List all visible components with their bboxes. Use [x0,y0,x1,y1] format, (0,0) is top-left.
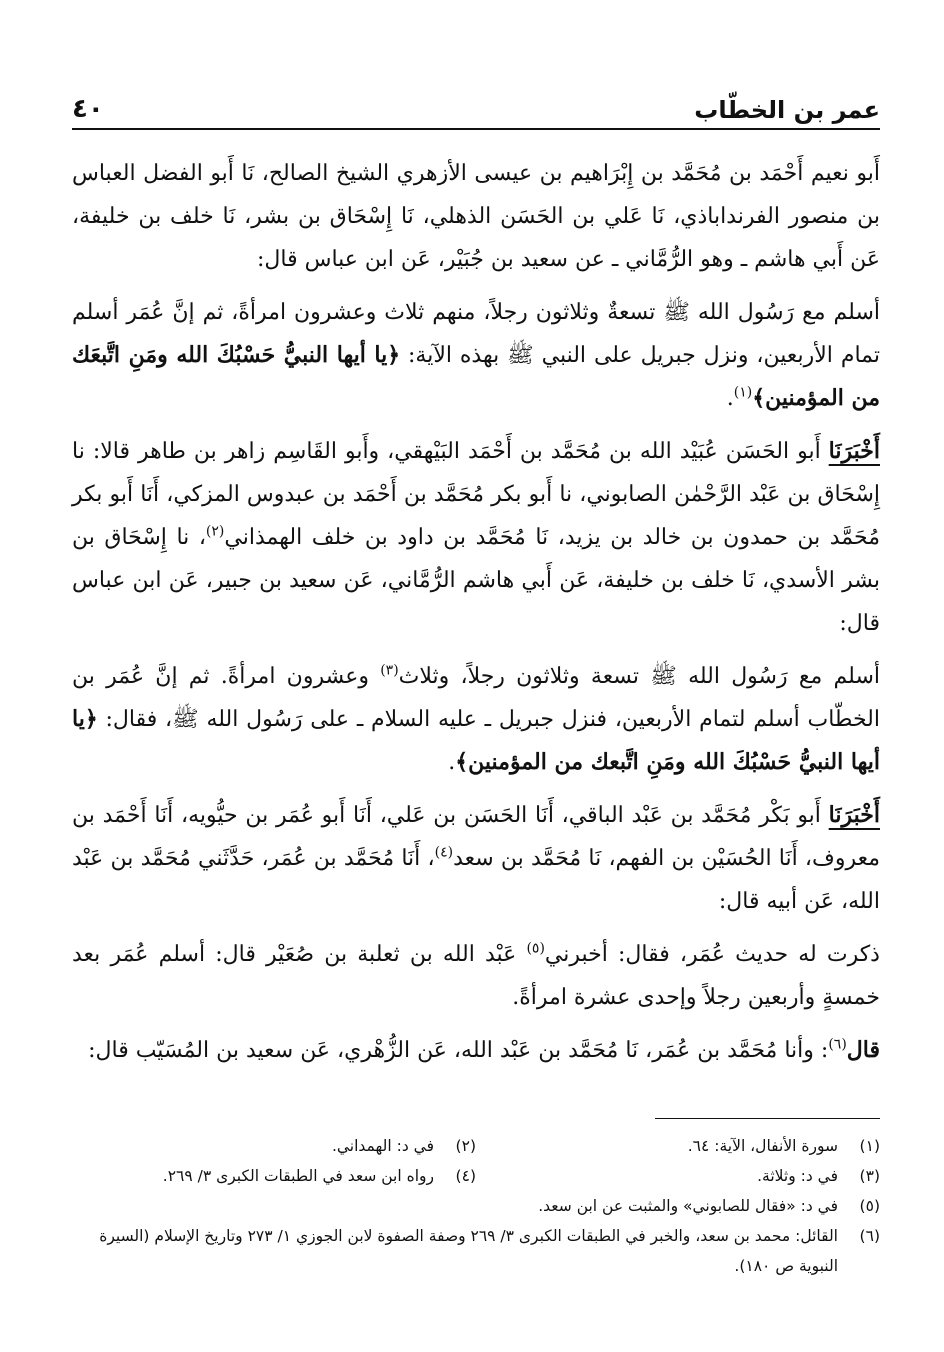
paragraph [72,933,880,1019]
main-text [72,152,880,1072]
footnote-number: (٤) [455,1167,476,1185]
running-header [72,80,880,130]
paragraph [72,1029,880,1072]
text-run: ، نا إِسْحَاق بن بشر الأسدي، نَا خلف بن خليفة، عَن أَبي هاشم الرُّمَّاني، عَن سعيد بن جبير، عَن ابن عباس قال: [72,525,880,636]
footnote-list [72,1131,880,1281]
book-page [72,80,880,1082]
quran-verse: ﴿يا أيها النبيُّ حَسْبُكَ الله ومَنِ اتَّبعك من المؤمنين﴾ [72,706,880,775]
paragraph [72,291,880,420]
text-run: ، أَنَا مُحَمَّد بن عُمَر، حَدَّثَني مُحَمَّد بن عَبْد الله، عَن أبيه قال: [72,846,880,914]
text-run: . [726,386,734,411]
footnote-text: سورة الأنفال، الآية: ٦٤. [687,1137,838,1155]
footnote-ref: (٦) [828,1036,847,1053]
footnote-row [72,1221,880,1281]
text-run: أَبو نعيم أَحْمَد بن مُحَمَّد بن إِبْرَاهيم بن عيسى الأزهري الشيخ الصالح، نَا أَبو الفضل العباس بن منصور الفرنداباذي، نَا عَلي بن الحَسَن الذهلي، نَا إِسْحَاق بن بشر، نَا خلف بن خليفة، عَن أَبي هاشم ـ وهو الرُّمَّاني ـ عن سعيد بن جُبَيْر، عَن ابن عباس قال: [72,161,880,272]
footnote-text: رواه ابن سعد في الطبقات الكبرى ٣/ ٢٦٩. [162,1167,434,1185]
footnote-text: في د: وثلاثة. [757,1167,838,1185]
paragraph [72,430,880,645]
footnote [72,1191,880,1221]
footnote-number: (٦) [859,1227,880,1245]
footnote-ref: (٢) [205,523,225,540]
footnote-number: (٥) [859,1197,880,1215]
footnote-ref: (٤) [434,844,454,861]
footnotes-section [72,1118,880,1281]
text-run: عَبْد الله بن ثعلبة بن صُعَيْر قال: أسلم عُمَر بعد خمسةٍ وأربعين رجلاً وإحدى عشرة امرأةً. [72,942,880,1010]
footnote-ref: (١) [733,384,753,401]
footnote-row [72,1131,880,1161]
paragraph [72,794,880,923]
text-run: وعشرون امرأةً. ثم إنَّ عُمَر بن الخطّاب أسلم لتمام الأربعين، فنزل جبريل ـ عليه السلام ـ على رَسُول الله ﷺ، فقال: [72,664,880,732]
footnote-divider [655,1118,880,1119]
footnote-row [72,1161,880,1191]
footnote [476,1131,880,1161]
text-run: أَبو بَكْر مُحَمَّد بن عَبْد الباقي، أَنَا الحَسَن بن عَلي، أَنَا أَبو عُمَر بن حيُّويه، أَنَا أَحْمَد بن معروف، أَنَا الحُسَيْن بن الفهم، نَا مُحَمَّد بن سعد [72,803,880,871]
text-run: . [448,750,456,775]
footnote-row [72,1191,880,1221]
running-title: عمر بن الخطّاب [694,96,880,124]
text-run: : وأنا مُحَمَّد بن عُمَر، نَا مُحَمَّد بن عَبْد الله، عَن الزُّهْري، عَن سعيد بن المُسَيّب قال: [88,1038,829,1063]
paragraph [72,152,880,281]
footnote-ref: (٣) [380,662,399,679]
text-run: أسلم مع رَسُول الله ﷺ تسعة وثلاثون رجلاً، وثلاث [398,664,881,689]
footnote-text: القائل: محمد بن سعد، والخبر في الطبقات الكبرى ٣/ ٢٦٩ وصفة الصفوة لابن الجوزي ١/ ٢٧٣ وتاريخ الإسلام (السيرة النبوية ص ١٨٠). [99,1227,838,1275]
text-run: ذكرت له حديث عُمَر، فقال: أخبرني [544,942,880,967]
footnote [72,1221,880,1281]
narration-opener: أَخْبَرَنَا [828,802,880,828]
paragraph [72,655,880,784]
footnote-number: (١) [859,1137,880,1155]
footnote-text: في د: الهمداني. [331,1137,434,1155]
footnote [72,1131,476,1161]
footnote-number: (٣) [859,1167,880,1185]
bold-word: قال [846,1037,880,1063]
footnote-text: في د: «فقال للصابوني» والمثبت عن ابن سعد. [538,1197,838,1215]
footnote-ref: (٥) [526,940,545,957]
quran-verse: ﴿يا أيها النبيُّ حَسْبُكَ الله ومَنِ اتَّبعَك من المؤمنين﴾ [72,342,880,411]
page-number: ٤٠ [72,94,104,124]
footnote [72,1161,476,1191]
text-run: أسلم مع رَسُول الله ﷺ تسعةٌ وثلاثون رجلاً، منهم ثلاث وعشرون امرأةً، ثم إنَّ عُمَر أسلم تمام الأربعين، ونزل جبريل على النبي ﷺ بهذه الآية: [72,300,880,368]
footnote [476,1161,880,1191]
text-run: أَبو الحَسَن عُبَيْد الله بن مُحَمَّد بن أَحْمَد البَيْهقي، وأَبو القَاسِم زاهر بن طاهر قالا: نا إِسْحَاق بن عَبْد الرَّحْمٰن الصابوني، نا أَبو بكر مُحَمَّد بن أَحْمَد بن عبدوس المزكي، أَنَا أَبو بكر مُحَمَّد بن حمدون بن خالد بن يزيد، نَا مُحَمَّد بن داود بن خلف الهمذاني [72,439,881,550]
footnote-number: (٢) [455,1137,476,1155]
narration-opener: أَخْبَرَنَا [828,438,880,464]
